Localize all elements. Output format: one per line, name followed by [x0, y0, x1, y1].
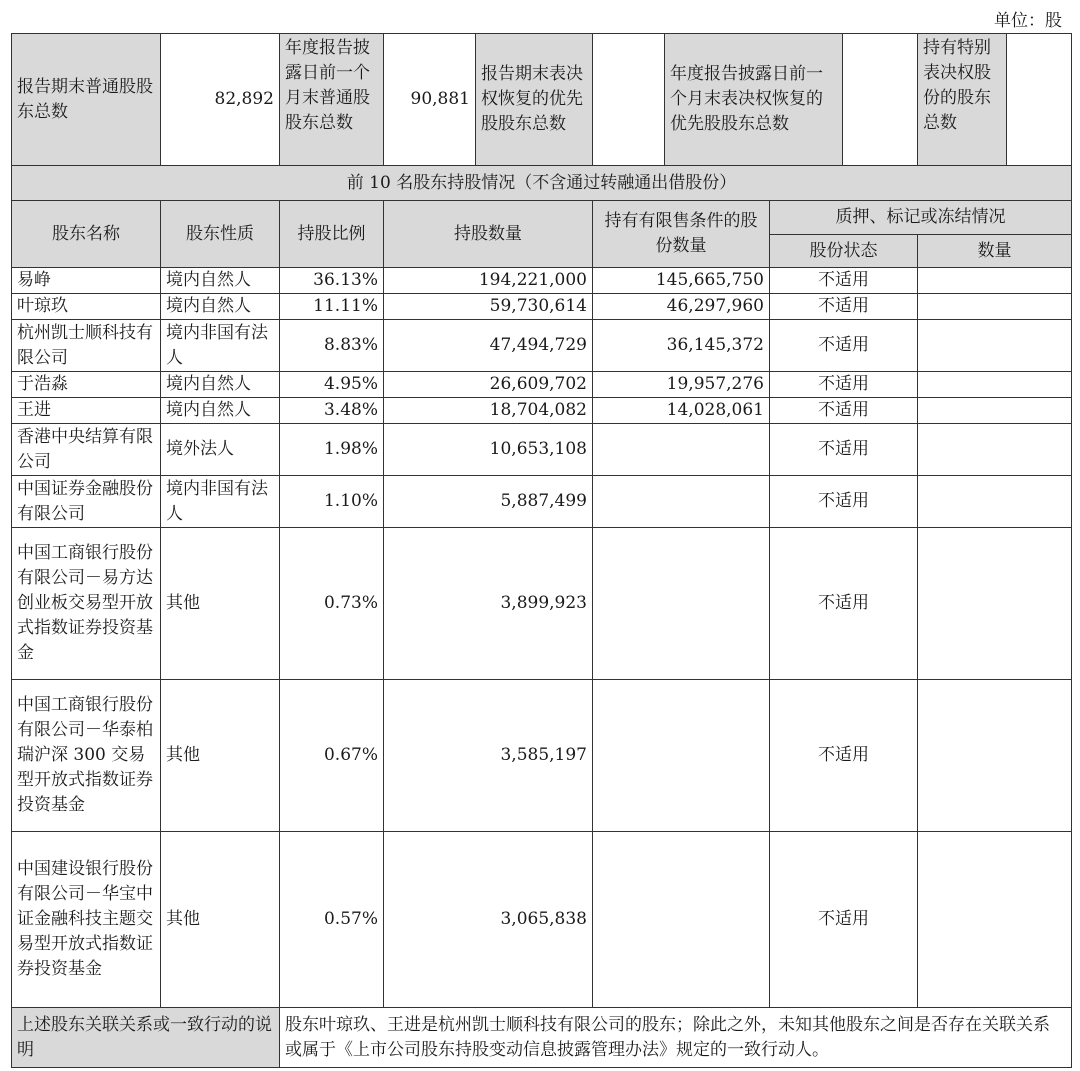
- related-party-label: 上述股东关联关系或一致行动的说明: [12, 1008, 280, 1068]
- table-row: [12, 372, 1072, 398]
- holding-ratio: 0.67%: [280, 680, 384, 832]
- shareholder-name: 王进: [12, 398, 161, 424]
- pref-restored-label: 报告期末表决权恢复的优先股股东总数: [476, 34, 593, 166]
- holding-quantity: 18,704,082: [384, 398, 593, 424]
- holding-quantity: 3,899,923: [384, 528, 593, 680]
- pledge-status: 不适用: [770, 424, 918, 476]
- table-row: [12, 680, 1072, 832]
- holding-ratio: 11.11%: [280, 294, 384, 320]
- header-pledge-qty: 数量: [918, 235, 1072, 268]
- common-holders-label: 报告期末普通股股东总数: [12, 34, 161, 166]
- section-title: 前 10 名股东持股情况（不含通过转融通出借股份）: [12, 166, 1072, 201]
- pledge-quantity: [918, 372, 1072, 398]
- pledge-quantity: [918, 320, 1072, 372]
- holding-ratio: 36.13%: [280, 268, 384, 294]
- shareholder-nature: 境内自然人: [161, 372, 280, 398]
- table-row: [12, 832, 1072, 1008]
- shareholder-nature: 其他: [161, 680, 280, 832]
- shareholder-name: 中国证券金融股份有限公司: [12, 476, 161, 528]
- pledge-status: 不适用: [770, 294, 918, 320]
- shareholder-name: 香港中央结算有限公司: [12, 424, 161, 476]
- restricted-quantity: [593, 476, 770, 528]
- restricted-quantity: [593, 680, 770, 832]
- special-vote-label: 持有特别表决权股份的股东总数: [918, 34, 1007, 166]
- pledge-status: 不适用: [770, 320, 918, 372]
- table-row: [12, 476, 1072, 528]
- table-row: [12, 294, 1072, 320]
- shareholder-name: 中国工商银行股份有限公司－华泰柏瑞沪深 300 交易型开放式指数证券投资基金: [12, 680, 161, 832]
- summary-row: [12, 34, 1072, 166]
- pledge-status: 不适用: [770, 476, 918, 528]
- holding-ratio: 8.83%: [280, 320, 384, 372]
- shareholder-nature: 其他: [161, 528, 280, 680]
- common-holders-value: 82,892: [161, 34, 280, 166]
- header-row-1: [12, 201, 1072, 235]
- shareholder-nature: 境内自然人: [161, 398, 280, 424]
- pledge-status: 不适用: [770, 372, 918, 398]
- holding-quantity: 3,065,838: [384, 832, 593, 1008]
- pref-restored-value: [593, 34, 665, 166]
- holding-ratio: 1.98%: [280, 424, 384, 476]
- table-row: [12, 424, 1072, 476]
- pledge-quantity: [918, 476, 1072, 528]
- holding-ratio: 0.73%: [280, 528, 384, 680]
- pledge-status: 不适用: [770, 832, 918, 1008]
- shareholder-nature: 境外法人: [161, 424, 280, 476]
- holding-ratio: 3.48%: [280, 398, 384, 424]
- table-row: [12, 398, 1072, 424]
- pledge-status: 不适用: [770, 268, 918, 294]
- prior-month-common-value: 90,881: [384, 34, 476, 166]
- pledge-status: 不适用: [770, 528, 918, 680]
- holding-ratio: 0.57%: [280, 832, 384, 1008]
- pledge-quantity: [918, 680, 1072, 832]
- restricted-quantity: [593, 424, 770, 476]
- pledge-status: 不适用: [770, 680, 918, 832]
- prior-month-common-label: 年度报告披露日前一个月末普通股股东总数: [280, 34, 384, 166]
- shareholder-nature: 境内自然人: [161, 268, 280, 294]
- shareholder-name: 中国建设银行股份有限公司－华宝中证金融科技主题交易型开放式指数证券投资基金: [12, 832, 161, 1008]
- holding-quantity: 47,494,729: [384, 320, 593, 372]
- shareholder-table: [11, 33, 1072, 1068]
- holding-ratio: 1.10%: [280, 476, 384, 528]
- pledge-quantity: [918, 268, 1072, 294]
- restricted-quantity: [593, 528, 770, 680]
- shareholder-name: 于浩淼: [12, 372, 161, 398]
- pledge-status: 不适用: [770, 398, 918, 424]
- header-quantity: 持股数量: [384, 201, 593, 268]
- shareholder-name: 易峥: [12, 268, 161, 294]
- header-nature: 股东性质: [161, 201, 280, 268]
- shareholder-name: 杭州凯士顺科技有限公司: [12, 320, 161, 372]
- shareholder-nature: 境内非国有法人: [161, 476, 280, 528]
- holding-ratio: 4.95%: [280, 372, 384, 398]
- shareholder-nature: 其他: [161, 832, 280, 1008]
- pledge-quantity: [918, 424, 1072, 476]
- table-row: [12, 320, 1072, 372]
- unit-label: 单位：股: [994, 11, 1062, 31]
- holding-quantity: 10,653,108: [384, 424, 593, 476]
- restricted-quantity: [593, 832, 770, 1008]
- pledge-quantity: [918, 398, 1072, 424]
- header-pledge-group: 质押、标记或冻结情况: [770, 201, 1072, 235]
- header-restricted: 持有有限售条件的股份数量: [593, 201, 770, 268]
- pledge-quantity: [918, 832, 1072, 1008]
- related-party-text: 股东叶琼玖、王进是杭州凯士顺科技有限公司的股东；除此之外，未知其他股东之间是否存在关联关系或属于《上市公司股东持股变动信息披露管理办法》规定的一致行动人。: [280, 1008, 1072, 1068]
- header-name: 股东名称: [12, 201, 161, 268]
- restricted-quantity: 19,957,276: [593, 372, 770, 398]
- special-vote-value: [1007, 34, 1072, 166]
- restricted-quantity: 14,028,061: [593, 398, 770, 424]
- shareholder-nature: 境内自然人: [161, 294, 280, 320]
- footer-row: [12, 1008, 1072, 1068]
- pledge-quantity: [918, 294, 1072, 320]
- shareholder-name: 中国工商银行股份有限公司－易方达创业板交易型开放式指数证券投资基金: [12, 528, 161, 680]
- holding-quantity: 26,609,702: [384, 372, 593, 398]
- shareholder-nature: 境内非国有法人: [161, 320, 280, 372]
- restricted-quantity: 36,145,372: [593, 320, 770, 372]
- table-row: [12, 528, 1072, 680]
- holding-quantity: 194,221,000: [384, 268, 593, 294]
- restricted-quantity: 145,665,750: [593, 268, 770, 294]
- pledge-quantity: [918, 528, 1072, 680]
- restricted-quantity: 46,297,960: [593, 294, 770, 320]
- header-ratio: 持股比例: [280, 201, 384, 268]
- shareholder-name: 叶琼玖: [12, 294, 161, 320]
- header-pledge-status: 股份状态: [770, 235, 918, 268]
- prior-month-pref-label: 年度报告披露日前一个月末表决权恢复的优先股股东总数: [665, 34, 843, 166]
- holding-quantity: 5,887,499: [384, 476, 593, 528]
- holding-quantity: 3,585,197: [384, 680, 593, 832]
- prior-month-pref-value: [843, 34, 918, 166]
- section-title-row: [12, 166, 1072, 201]
- holding-quantity: 59,730,614: [384, 294, 593, 320]
- table-row: [12, 268, 1072, 294]
